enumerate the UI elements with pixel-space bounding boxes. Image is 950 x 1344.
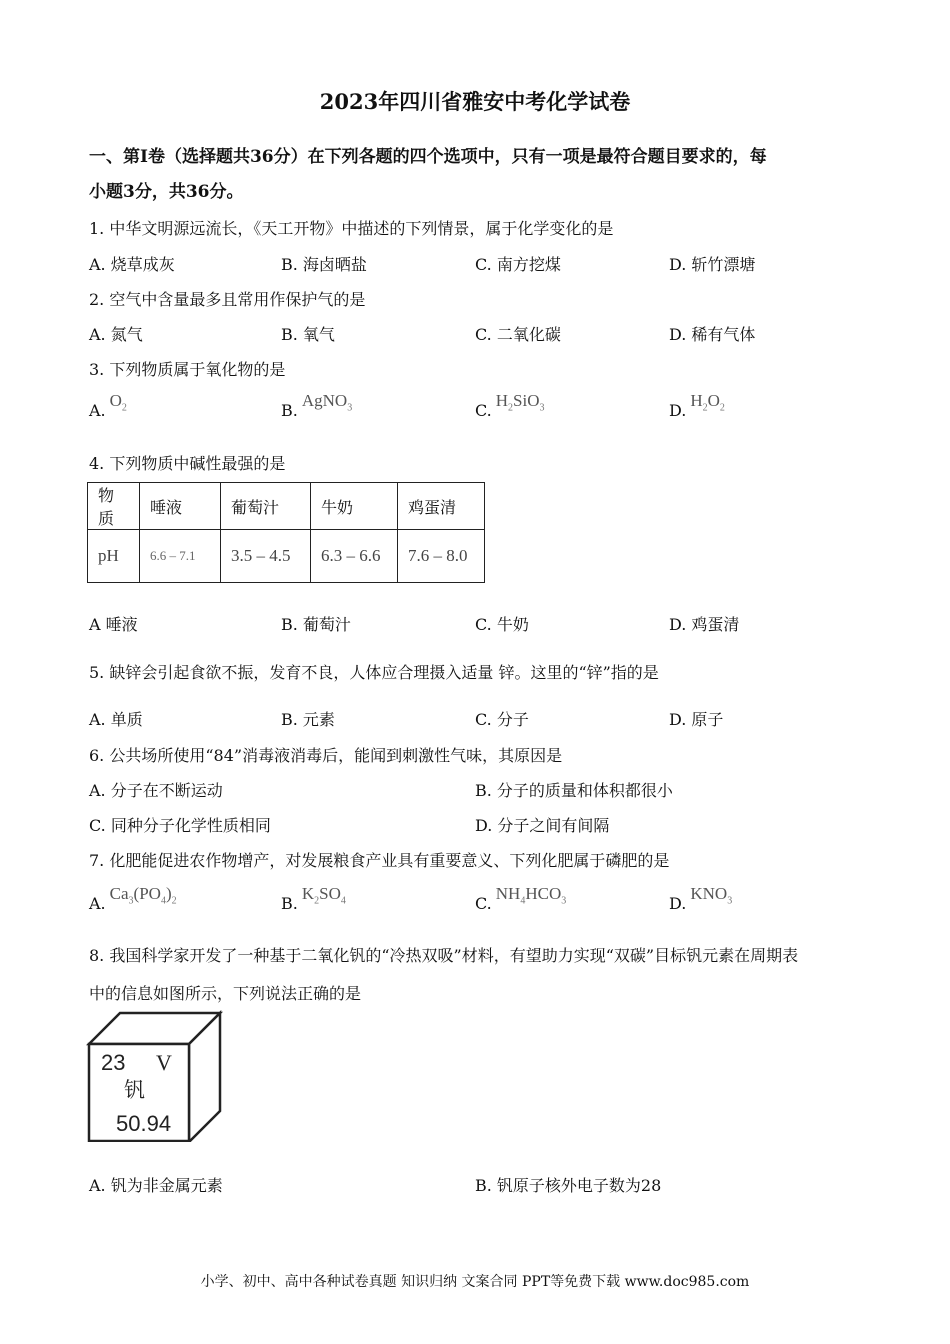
formula-o2: $O_2$ [109,391,127,414]
question-4-option-d: D. 鸡蛋清 [669,615,740,634]
question-6-option-d: D. 分子之间有间隔 [475,816,610,835]
element-name: 钒 [124,1078,145,1102]
question-4-option-b: B. 葡萄汁 [281,615,351,634]
table-header-cell: 唾液 [140,483,221,530]
question-3-option-b: B.AgNO$_3$ [281,391,353,420]
question-6-option-a: A. 分子在不断运动 [89,781,223,800]
question-4-option-c: C. 牛奶 [475,615,529,634]
table-cell: 3.5 – 4.5 [221,530,311,583]
question-3-option-a: $A.O_2$ [89,391,127,420]
table-cell: 7.6 – 8.0 [398,530,485,583]
table-header-cell: 物质 [88,483,140,530]
question-2-option-c: C. 二氧化碳 [475,325,561,344]
section-heading-line1: 一、第Ⅰ卷（选择题共36分）在下列各题的四个选项中，只有一项是最符合题目要求的，每 [89,147,767,167]
formula-h2sio3: $H_2SiO_3$ [495,391,545,414]
question-1-option-a: A. 烧草成灰 [89,255,175,274]
question-1-stem: 1. 中华文明源远流长，《天工开物》中描述的下列情景，属于化学变化的是 [89,219,614,238]
question-4-option-a: A 唾液 [89,615,138,634]
table-cell: 6.3 – 6.6 [311,530,398,583]
page-footer: 小学、初中、高中各种试卷真题 知识归纳 文案合同 PPT等免费下载 www.doc985.com [200,1274,750,1290]
question-1-option-d: D. 斩竹漂塘 [669,255,756,274]
section-heading-line2: 小题3分，共36分。 [89,182,244,202]
question-3-option-d: $D.H_2O_2$ [669,391,725,420]
question-8-stem-line1: 8. 我国科学家开发了一种基于二氧化钒的“冷热双吸”材料，有望助力实现“双碳”目标钒元素在周期表 [89,946,799,965]
question-1-option-b: B. 海卤晒盐 [281,255,367,274]
question-2-option-a: A. 氮气 [89,325,143,344]
question-7-option-a: $A.Ca_3(PO_4)_2$ [89,884,177,913]
table-header-cell: 鸡蛋清 [398,483,485,530]
question-2-option-b: B. 氧气 [281,325,335,344]
question-6-option-b: B. 分子的质量和体积都很小 [475,781,673,800]
page-title: 2023年四川省雅安中考化学试卷 [319,89,631,114]
formula-nh4hco3: $NH_4HCO_3$ [495,884,567,907]
question-7-option-c: $C.NH_4HCO_3$ [475,884,567,913]
atomic-mass: 50.94 [116,1111,172,1136]
question-8-option-b: B. 钒原子核外电子数为28 [475,1176,662,1195]
formula-k2so4: $K_2SO_4$ [301,884,346,907]
ph-table [87,482,485,583]
formula-h2o2: $H_2O_2$ [690,391,725,414]
question-6-stem: 6. 公共场所使用“84”消毒液消毒后，能闻到刺激性气味，其原因是 [89,746,563,765]
table-header-cell: 葡萄汁 [221,483,311,530]
question-8-option-a: A. 钒为非金属元素 [89,1176,223,1195]
table-cell-ph-label: pH [88,530,140,583]
question-2-option-d: D. 稀有气体 [669,325,756,344]
question-5-option-d: D. 原子 [669,710,724,729]
question-7-option-b: $B.K_2SO_4$ [281,884,346,913]
question-7-option-d: $D.KNO_3$ [669,884,733,913]
formula-agno3: AgNO$_3$ [301,391,353,414]
question-6-option-c: C. 同种分子化学性质相同 [89,816,271,835]
element-symbol: V [156,1050,172,1075]
question-5-stem: 5. 缺锌会引起食欲不振，发育不良，人体应合理摄入适量 锌。这里的“锌”指的是 [89,663,659,682]
question-5-option-b: B. 元素 [281,710,335,729]
table-cell: 6.6 – 7.1 [140,530,221,583]
formula-ca3po42: $Ca_3(PO_4)_2$ [109,884,177,907]
atomic-number: 23 [101,1050,126,1075]
question-4-stem: 4. 下列物质中碱性最强的是 [89,454,286,473]
question-1-option-c: C. 南方挖煤 [475,255,561,274]
table-header-cell: 牛奶 [311,483,398,530]
question-8-stem-line2: 中的信息如图所示，下列说法正确的是 [89,984,362,1003]
question-5-option-a: A. 单质 [89,710,143,729]
question-2-stem: 2. 空气中含量最多且常用作保护气的是 [89,290,366,309]
question-3-stem: 3. 下列物质属于氧化物的是 [89,360,286,379]
question-5-option-c: C. 分子 [475,710,529,729]
question-3-option-c: $C.H_2SiO_3$ [475,391,545,420]
formula-kno3: $KNO_3$ [690,884,733,907]
periodic-element-cube [86,1010,224,1142]
question-7-stem: 7. 化肥能促进农作物增产，对发展粮食产业具有重要意义、下列化肥属于磷肥的是 [89,851,670,870]
